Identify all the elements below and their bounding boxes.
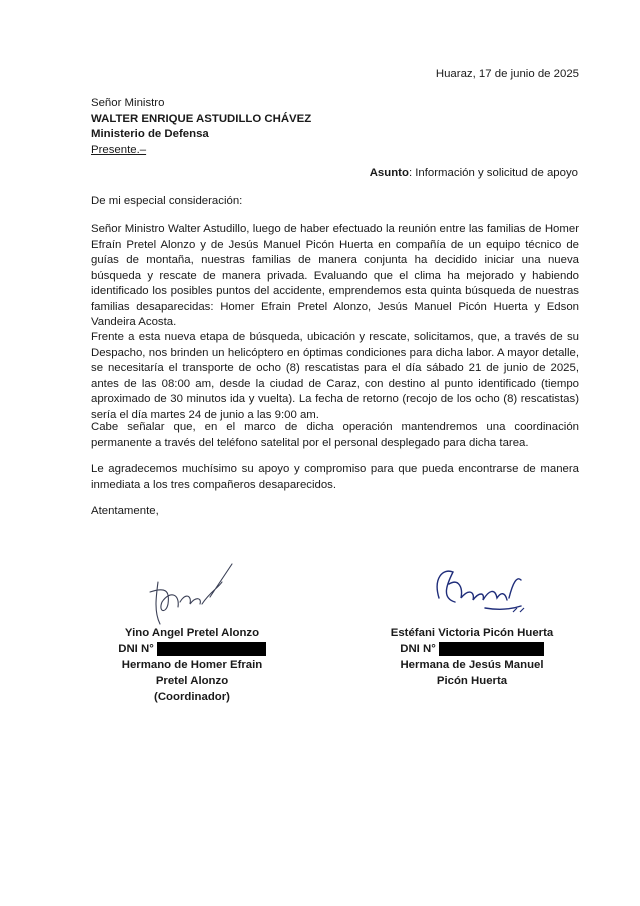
paragraph-2: Frente a esta nueva etapa de búsqueda, ubicación y rescate, solicitamos, que, a través de su Despacho, nos brinden un helicóptero en óptimas condiciones para dicha labor. A mayor detalle, se necesitaría el transporte de ocho (8) rescatistas para el día sábado 21 de junio de 2025, antes de las 08:00 am, desde la ciudad de Caraz, con destino al punto identificado (tiempo aproximado de 30 minutos ida y vuelta). La fecha de retorno (recojo de los ocho (8) rescatistas) sería el día martes 24 de junio a las 9:00 am. [91,331,579,421]
signatory-left-dni [92,641,292,657]
redaction-bar [157,642,266,656]
subject-text: : Información y solicitud de apoyo [408,167,578,179]
signatory-right-dni-label: DNI N° [400,643,436,655]
recipient-salutation: Señor Ministro [91,97,165,109]
signature-right [425,558,535,620]
signatory-right-name: Estéfani Victoria Picón Huerta [390,627,554,639]
recipient-name: WALTER ENRIQUE ASTUDILLO CHÁVEZ [91,112,312,125]
signatory-left-role-2: Pretel Alonzo [155,675,229,687]
redaction-bar [439,642,544,656]
signatory-right-role-2: Picón Huerta [436,675,508,687]
signatory-right [372,625,572,689]
recipient-presente: Presente.– [91,143,147,156]
paragraph-1: Señor Ministro Walter Astudillo, luego de haber efectuado la reunión entre las familias de Homer Efraín Pretel Alonzo y de Jesús Manuel Picón Huerta en compañía de un equipo técnico de guías de montaña, nuestras familias de manera conjunta ha decidido iniciar una nueva búsqueda y rescate de manera privada. Evaluando que el clima ha mejorado y habiendo identificado los posibles puntos del accidente, emprendemos esta quinta búsqueda de nuestras familias desaparecidas: Homer Efrain Pretel Alonzo, Jesús Manuel Picón Huerta y Edson Vandeira Acosta. [91,223,579,328]
letter-date: Huaraz, 17 de junio de 2025 [435,68,579,80]
recipient-block [91,96,311,158]
signatory-left [92,625,292,705]
signatory-right-dni [372,641,572,657]
closing: Atentamente, [91,505,159,517]
paragraph-4: Le agradecemos muchísimo su apoyo y compromiso para que pueda encontrarse de manera inmediata a los tres compañeros desaparecidos. [91,463,579,491]
greeting: De mi especial consideración: [91,195,243,207]
recipient-institution: Ministerio de Defensa [91,128,209,140]
signatory-left-role-3: (Coordinador) [154,691,230,703]
signatory-right-role-1: Hermana de Jesús Manuel [400,659,544,671]
signature-left [140,552,250,632]
paragraph-3: Cabe señalar que, en el marco de dicha operación mantendremos una coordinación permanente a través del teléfono satelital por el personal desplegado para dicha tarea. [91,421,579,449]
signatory-left-name: Yino Angel Pretel Alonzo [124,627,260,639]
signatory-left-dni-label: DNI N° [118,643,154,655]
subject-label: Asunto [369,167,409,179]
subject-line [0,167,578,179]
signatory-left-role-1: Hermano de Homer Efrain [121,659,263,671]
